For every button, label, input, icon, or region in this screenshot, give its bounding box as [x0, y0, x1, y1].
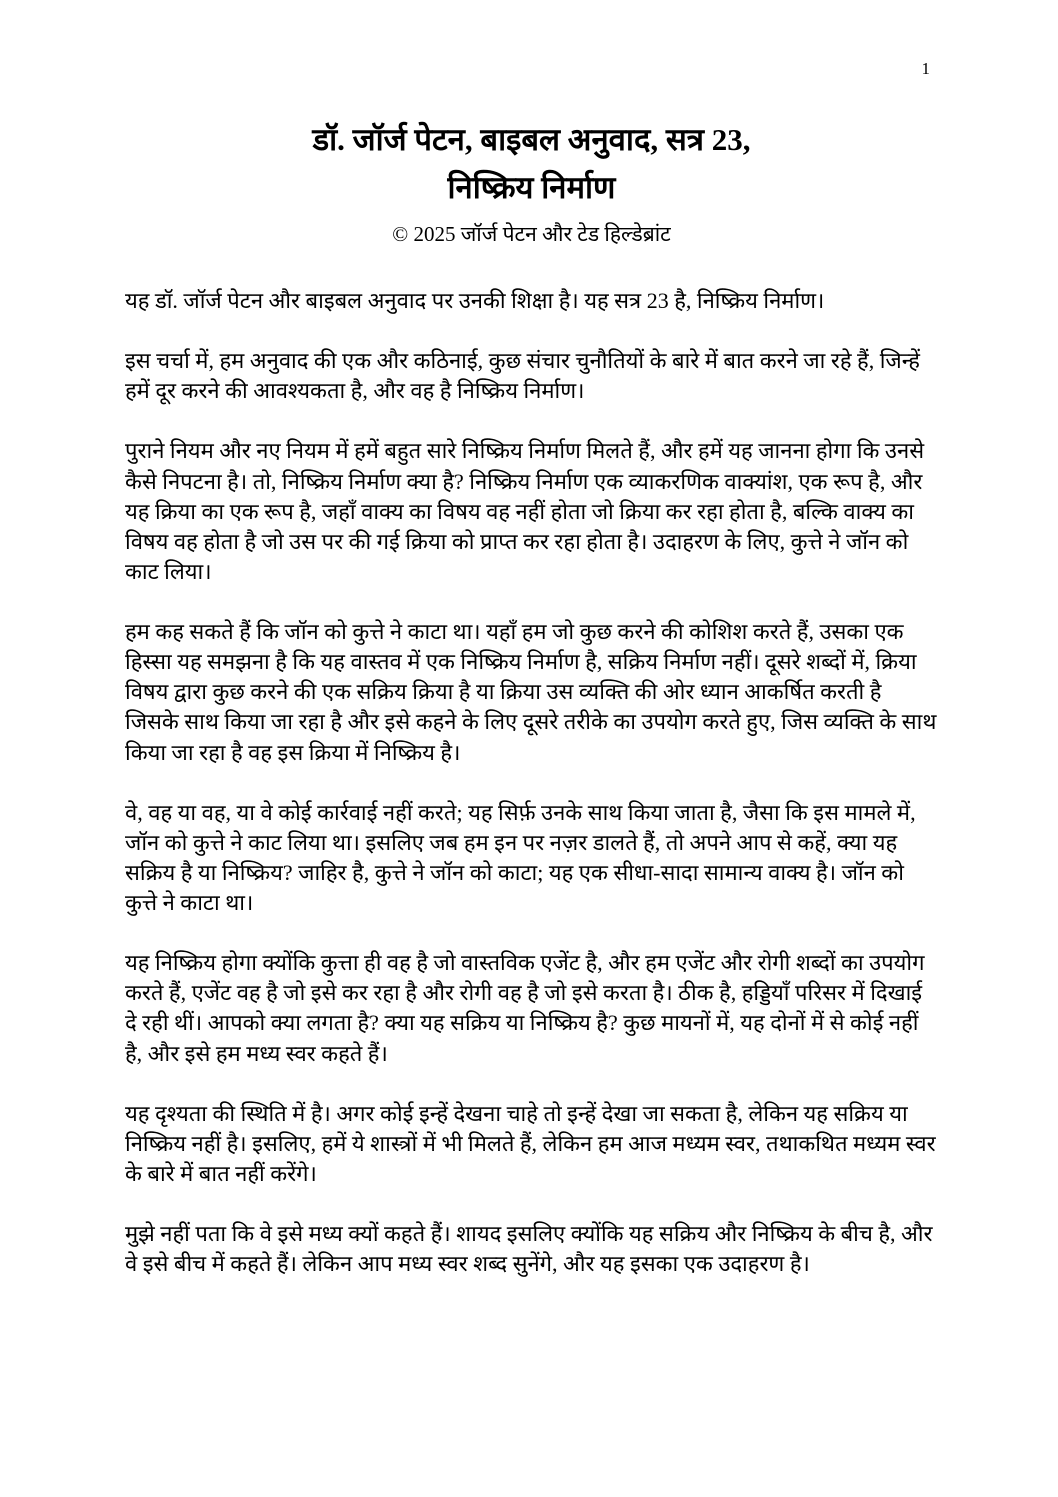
document-body — [125, 286, 938, 1279]
paragraph-8: मुझे नहीं पता कि वे इसे मध्य क्यों कहते हैं। शायद इसलिए क्योंकि यह सक्रिय और निष्क्रिय के बीच है, और वे इसे बीच में कहते हैं। लेकिन आप मध्य स्वर शब्द सुनेंगे, और यह इसका एक उदाहरण है। — [125, 1221, 933, 1277]
paragraph-7: यह दृश्यता की स्थिति में है। अगर कोई इन्हें देखना चाहे तो इन्हें देखा जा सकता है, लेकिन यह सक्रिय या निष्क्रिय नहीं है। इसलिए, हमें ये शास्त्रों में भी मिलते हैं, लेकिन हम आज मध्यम स्वर, तथाकथित मध्यम स्वर के बारे में बात नहीं करेंगे। — [125, 1100, 936, 1186]
document-title-line-1: डॉ. जॉर्ज पेटन, बाइबल अनुवाद, सत्र 23, — [312, 122, 751, 157]
copyright-line: © 2025 जॉर्ज पेटन और टेड हिल्डेब्रांट — [392, 222, 671, 247]
paragraph-3: पुराने नियम और नए नियम में हमें बहुत सारे निष्क्रिय निर्माण मिलते हैं, और हमें यह जानना होगा कि उनसे कैसे निपटना है। तो, निष्क्रिय निर्माण क्या है? निष्क्रिय निर्माण एक व्याकरणिक वाक्यांश, एक रूप है, और यह क्रिया का एक रूप है, जहाँ वाक्य का विषय वह नहीं होता जो क्रिया कर रहा होता है, बल्कि वाक्य का विषय वह होता है जो उस पर की गई क्रिया को प्राप्त कर रहा होता है। उदाहरण के लिए, कुत्ते ने जॉन को काट लिया। — [125, 438, 925, 584]
paragraph-5: वे, वह या वह, या वे कोई कार्रवाई नहीं करते; यह सिर्फ़ उनके साथ किया जाता है, जैसा कि इस मामले में, जॉन को कुत्ते ने काट लिया था। इसलिए जब हम इन पर नज़र डालते हैं, तो अपने आप से कहें, क्या यह सक्रिय है या निष्क्रिय? जाहिर है, कुत्ते ने जॉन को काटा; यह एक सीधा-सादा सामान्य वाक्य है। जॉन को कुत्ते ने काटा था। — [125, 799, 916, 916]
title-block — [125, 116, 938, 248]
paragraph-1: यह डॉ. जॉर्ज पेटन और बाइबल अनुवाद पर उनकी शिक्षा है। यह सत्र 23 है, निष्क्रिय निर्माण। — [125, 288, 825, 314]
paragraph-2: इस चर्चा में, हम अनुवाद की एक और कठिनाई, कुछ संचार चुनौतियों के बारे में बात करने जा रहे हैं, जिन्हें हमें दूर करने की आवश्यकता है, और वह है निष्क्रिय निर्माण। — [125, 348, 920, 404]
document-title-line-2: निष्क्रिय निर्माण — [447, 170, 616, 206]
paragraph-6: यह निष्क्रिय होगा क्योंकि कुत्ता ही वह है जो वास्तविक एजेंट है, और हम एजेंट और रोगी शब्दों का उपयोग करते हैं, एजेंट वह है जो इसे कर रहा है और रोगी वह है जो इसे करता है। ठीक है, हड्डियाँ परिसर में दिखाई दे रही थीं। आपको क्या लगता है? क्या यह सक्रिय या निष्क्रिय है? कुछ मायनों में, यह दोनों में से कोई नहीं है, और इसे हम मध्य स्वर कहते हैं। — [125, 950, 925, 1066]
page-number: 1 — [921, 59, 930, 78]
paragraph-4: हम कह सकते हैं कि जॉन को कुत्ते ने काटा था। यहाँ हम जो कुछ करने की कोशिश करते हैं, उसका एक हिस्सा यह समझना है कि यह वास्तव में एक निष्क्रिय निर्माण है, सक्रिय निर्माण नहीं। दूसरे शब्दों में, क्रिया विषय द्वारा कुछ करने की एक सक्रिय क्रिया है या क्रिया उस व्यक्ति की ओर ध्यान आकर्षित करती है जिसके साथ किया जा रहा है और इसे कहने के लिए दूसरे तरीके का उपयोग करते हुए, जिस व्यक्ति के साथ किया जा रहा है वह इस क्रिया में निष्क्रिय है। — [125, 619, 937, 765]
